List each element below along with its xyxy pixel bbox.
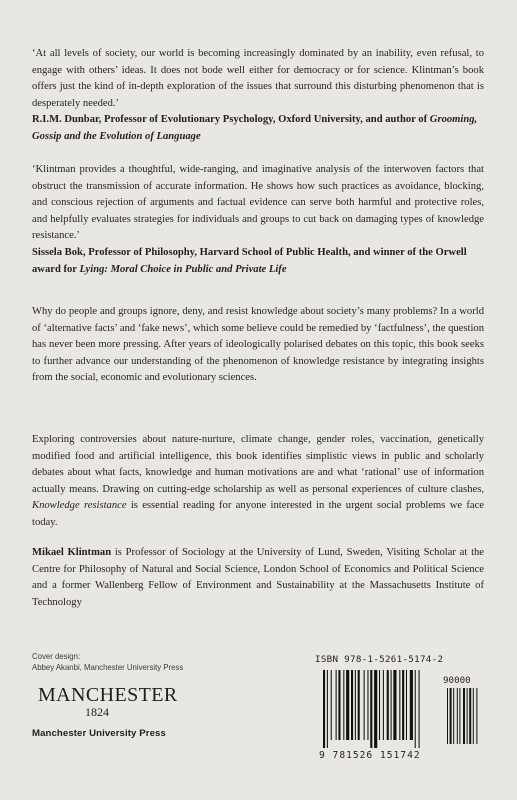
barcode-bar: [419, 670, 420, 748]
quote-dunbar: [32, 46, 484, 146]
barcode-bar: [367, 670, 368, 740]
barcode-bar: [343, 670, 344, 740]
barcode-addon-bar: [463, 688, 465, 744]
barcode-addon-bar: [469, 688, 471, 744]
barcode-bar: [323, 670, 325, 748]
barcode-bar: [402, 670, 404, 740]
barcode-bar: [351, 670, 353, 740]
blurb-paragraph-2: Exploring controversies about nature-nurture, climate change, gender roles, vaccination, genetically modified food and artificial intelligence, this book identifies simplistic views in public and scholarly debates about what facts, knowledge and human motivations are and what ‘rational’ use of information actually means. Drawing on cutting-edge scholarship as well as personal experiences of culture clashes, Knowledge resistance is essential reading for anyone interested in the urgent social problems we face today.: [32, 434, 484, 528]
quote-bok-attribution: Sissela Bok, Professor of Philosophy, Harvard School of Public Health, and winner of the Orwell award for Lying: Moral Choice in Public and Private Life: [32, 246, 467, 275]
author-bio: Mikael Klintman is Professor of Sociology at the University of Lund, Sweden, Visiting Scholar at the Centre for Philosophy of Natural and Social Science, London School of Economics and Political Science and a former Wallenberg Fellow of Environment and Sustainability at the Massachusetts Institute of Technology: [32, 547, 485, 608]
barcode-addon-bar: [459, 688, 460, 744]
quote-dunbar-attribution: R.I.M. Dunbar, Professor of Evolutionary Psychology, Oxford University, and author of Grooming, Gossip and the Evolution of Language: [32, 114, 478, 142]
barcode-bar: [415, 670, 416, 748]
barcode-addon-bar: [457, 688, 458, 744]
quote-bok-text: ‘Klintman provides a thoughtful, wide-ranging, and imaginative analysis of the interwoven factors that obstruct the transmission of accurate information. He shows how such practices as avoidance, blocking, and conscious rejection of arguments and factual evidence can serve both harmful and protective roles, and helpfully evaluates strategies for individuals and groups to cut back on damaging types of knowledge resistance.’: [32, 164, 484, 242]
barcode-bar: [399, 670, 400, 740]
barcode-addon-bar: [467, 688, 468, 744]
quote-dunbar-text: ‘At all levels of society, our world is becoming increasingly dominated by an inability, even refusal, to engage with others’ ideas. It does not bode well either for democracy or for science. Klintman’s book offers just the kind of in-depth exploration of the issues that surround this disturbing phenomenon that is desperately needed.’: [32, 48, 484, 109]
barcode-bar: [391, 670, 392, 740]
publisher-logo: [32, 684, 182, 739]
barcode-bar: [364, 670, 365, 740]
barcode-addon-bar: [450, 688, 452, 744]
ean-number: 9 781526 151742: [319, 750, 421, 761]
publisher-name: Manchester University Press: [32, 728, 166, 739]
barcode-bar: [346, 670, 349, 740]
barcode-bar: [410, 670, 413, 740]
cover-design-credit: Cover design: Abbey Akanbi, Manchester University Press: [32, 652, 184, 672]
barcode-bar: [393, 670, 396, 740]
barcode-bar: [387, 670, 389, 740]
barcode-addon-bar: [447, 688, 448, 744]
barcode-addon-bar: [476, 688, 477, 744]
author-name: Mikael Klintman: [32, 547, 112, 558]
barcode-bar: [355, 670, 356, 740]
barcode-addon-bar: [453, 688, 454, 744]
barcode-bar: [338, 670, 340, 740]
barcode-bar: [374, 670, 377, 748]
price-code: 90000: [443, 675, 471, 686]
barcode-bar: [406, 670, 407, 740]
blurb-paragraph-1: Why do people and groups ignore, deny, and resist knowledge about society’s many problems? In a world of ‘alternative facts’ and ‘fake news’, which some believe could be remedied by ‘factfulness’, the question has never been more pressing. After years of ideologically polarised debates on this topic, this book seeks to further advance our understanding of the phenomenon of knowledge resistance by integrating insights from the social, economic and evolutionary sciences.: [32, 306, 484, 384]
barcode-bar: [327, 670, 328, 748]
isbn-barcode: [315, 654, 485, 766]
isbn-text: ISBN 978-1-5261-5174-2: [315, 654, 444, 665]
barcode-bar: [358, 670, 360, 740]
publisher-logo-year: 1824: [85, 705, 109, 719]
publisher-logo-word: MANCHESTER: [38, 684, 178, 706]
quote-bok: [32, 162, 484, 278]
barcode-bar: [379, 670, 380, 740]
barcode-bar: [331, 670, 332, 740]
barcode-bar: [370, 670, 372, 748]
barcode-bar: [336, 670, 337, 740]
barcode-addon-bar: [473, 688, 474, 744]
barcode-bar: [383, 670, 384, 740]
